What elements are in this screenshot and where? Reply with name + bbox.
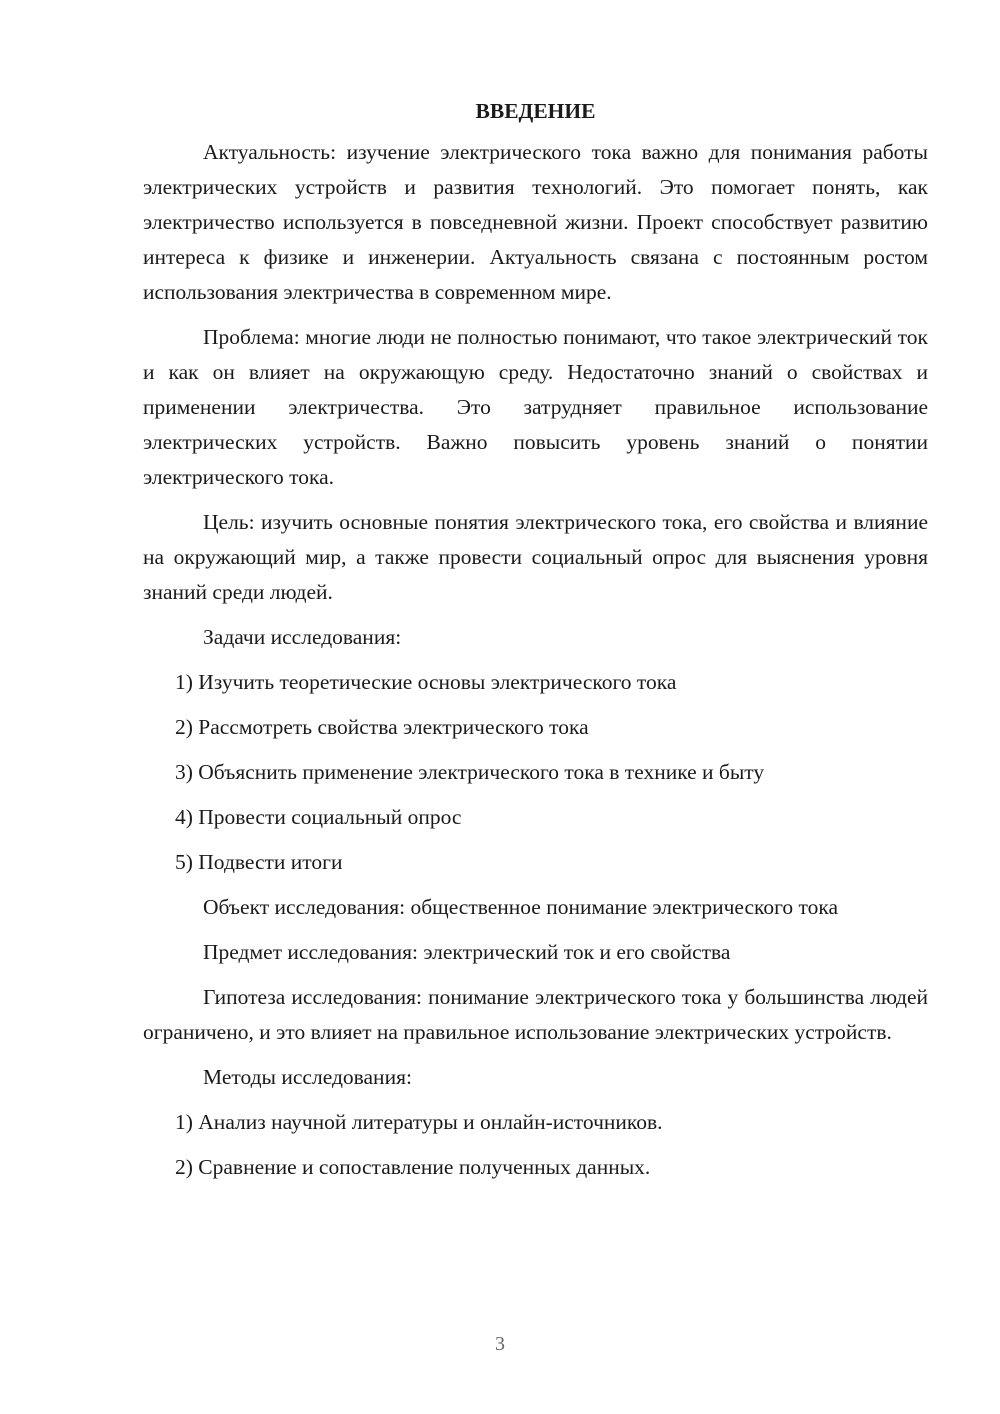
subject-paragraph: Предмет исследования: электрический ток и его свойства	[203, 940, 731, 964]
problem-paragraph: Проблема: многие люди не полностью понимают, что такое электрический ток и как он влияет на окружающую среду. Недостаточно знаний о свойствах и применении электричества. Это затрудняет правильное использование электрических устройств. Важно повысить уровень знаний о понятии электрического тока.	[143, 325, 928, 489]
document-page	[143, 96, 928, 1195]
list-item: 2) Сравнение и сопоставление полученных данных.	[175, 1155, 651, 1179]
list-item: 2) Рассмотреть свойства электрического тока	[175, 715, 589, 739]
tasks-list	[143, 665, 928, 880]
methods-heading: Методы исследования:	[203, 1065, 412, 1089]
methods-list	[143, 1105, 928, 1185]
hypothesis-paragraph: Гипотеза исследования: понимание электрического тока у большинства людей ограничено, и это влияет на правильное использование электрических устройств.	[143, 985, 928, 1044]
list-item: 5) Подвести итоги	[175, 850, 343, 874]
goal-paragraph: Цель: изучить основные понятия электрического тока, его свойства и влияние на окружающий мир, а также провести социальный опрос для выяснения уровня знаний среди людей.	[143, 510, 928, 604]
list-item: 4) Провести социальный опрос	[175, 805, 462, 829]
page-title: ВВЕДЕНИЕ	[475, 99, 596, 123]
list-item: 3) Объяснить применение электрического тока в технике и быту	[175, 760, 765, 784]
list-item: 1) Изучить теоретические основы электрического тока	[175, 670, 677, 694]
relevance-paragraph: Актуальность: изучение электрического тока важно для понимания работы электрических устройств и развития технологий. Это помогает понять, как электричество используется в повседневной жизни. Проект способствует развитию интереса к физике и инженерии. Актуальность связана с постоянным ростом использования электричества в современном мире.	[143, 140, 928, 304]
tasks-heading: Задачи исследования:	[203, 625, 402, 649]
object-paragraph: Объект исследования: общественное понимание электрического тока	[203, 895, 839, 919]
list-item: 1) Анализ научной литературы и онлайн-источников.	[175, 1110, 663, 1134]
page-number: 3	[495, 1333, 505, 1355]
